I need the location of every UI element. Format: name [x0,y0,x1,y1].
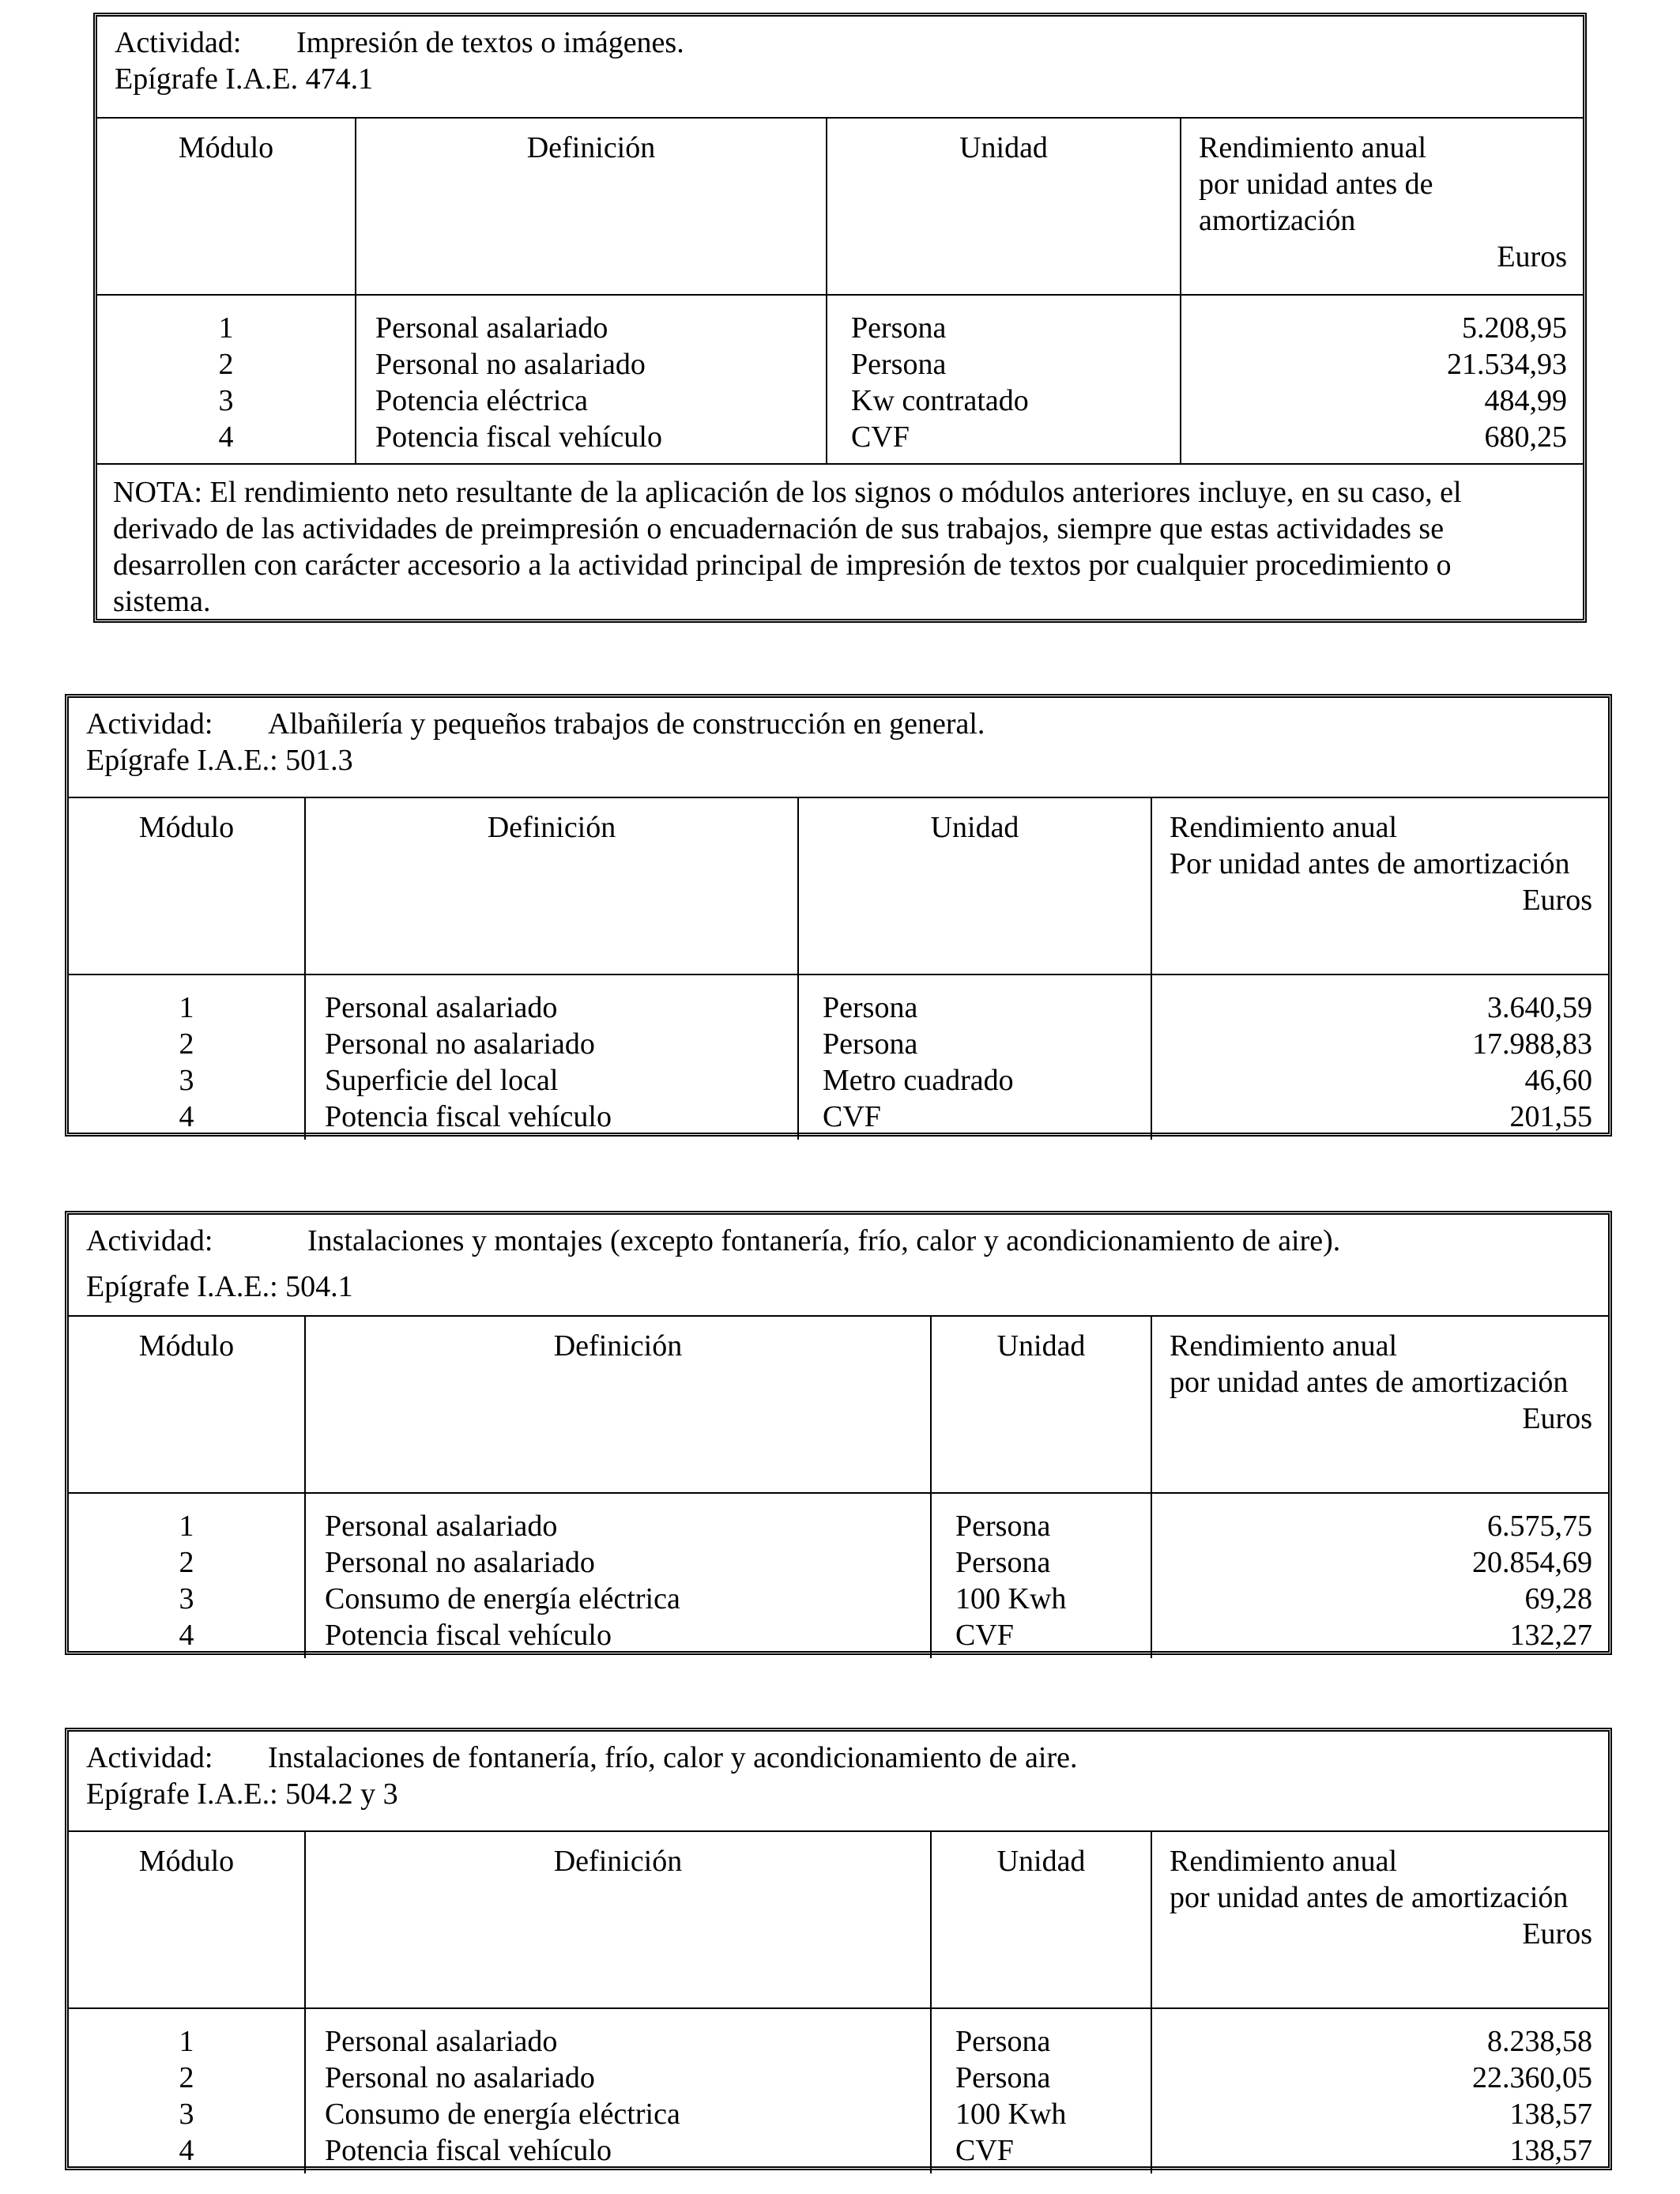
definicion-cell: Personal asalariado [375,311,608,345]
modulo-column [69,1493,305,1658]
col-header-definicion: Definición [305,1831,931,2008]
table-474-1 [93,13,1587,623]
rendimiento-line: Rendimiento anual [1170,1845,1398,1878]
definicion-cell: Personal asalariado [325,1510,558,1543]
unidad-cell: CVF [955,2134,1014,2167]
nota-line: NOTA: El rendimiento neto resultante de la aplicación de los signos o módulos anteriores incluye, en su caso, el [113,476,1462,509]
definicion-column [305,974,798,1140]
modulo-cell: 1 [179,2025,194,2058]
unidad-cell: Persona [823,1027,918,1061]
modulo-cell: 4 [218,420,234,454]
epigrafe: Epígrafe I.A.E.: 501.3 [86,744,353,777]
modulo-column [69,2008,305,2173]
definicion-cell: Potencia fiscal vehículo [325,1100,612,1133]
unidad-column [827,295,1181,464]
valor-cell: 20.854,69 [1472,1546,1592,1579]
modulo-cell: 1 [218,311,234,345]
col-header-rendimiento [1181,118,1583,295]
epigrafe: Epígrafe I.A.E.: 504.1 [86,1270,353,1303]
nota-line: derivado de las actividades de preimpresión o encuadernación de sus trabajos, siempre que estas actividades se [113,512,1445,545]
col-header-rendimiento [1151,1316,1608,1493]
valor-column [1151,1493,1608,1658]
definicion-cell: Personal no asalariado [325,1027,595,1061]
epigrafe: Epígrafe I.A.E. 474.1 [115,62,374,96]
valor-cell: 8.238,58 [1487,2025,1592,2058]
definicion-cell: Consumo de energía eléctrica [325,1582,680,1615]
definicion-cell: Potencia fiscal vehículo [325,1619,612,1652]
actividad-text: Impresión de textos o imágenes. [296,26,684,59]
valor-cell: 6.575,75 [1487,1510,1592,1543]
unidad-cell: Persona [851,311,947,345]
unidad-cell: Persona [955,1546,1051,1579]
rendimiento-line: Rendimiento anual [1199,131,1427,164]
valor-column [1181,295,1583,464]
definicion-cell: Potencia eléctrica [375,384,589,417]
unidad-cell: CVF [823,1100,881,1133]
rendimiento-line: amortización [1199,204,1356,237]
euros-label: Euros [1522,1402,1592,1435]
definicion-column [305,1493,931,1658]
valor-cell: 132,27 [1509,1619,1592,1652]
euros-label: Euros [1522,884,1592,917]
modulo-cell: 3 [179,1064,194,1097]
definicion-cell: Personal asalariado [325,991,558,1024]
valor-cell: 46,60 [1524,1064,1592,1097]
col-header-modulo: Módulo [69,1316,305,1493]
modulo-cell: 4 [179,1619,194,1652]
nota-line: sistema. [113,585,211,618]
table-504-1 [65,1211,1612,1655]
modulo-cell: 2 [179,1546,194,1579]
col-header-unidad: Unidad [931,1316,1151,1493]
euros-label: Euros [1522,1917,1592,1951]
unidad-column [798,974,1151,1140]
modulo-cell: 1 [179,991,194,1024]
col-header-unidad: Unidad [931,1831,1151,2008]
rendimiento-line: por unidad antes de [1199,168,1433,201]
valor-cell: 22.360,05 [1472,2061,1592,2094]
valor-cell: 21.534,93 [1447,348,1567,381]
modulo-cell: 2 [218,348,234,381]
activity-header [69,1215,1608,1316]
valor-cell: 138,57 [1509,2134,1592,2167]
definicion-cell: Personal no asalariado [325,2061,595,2094]
valor-cell: 5.208,95 [1462,311,1567,345]
valor-cell: 17.988,83 [1472,1027,1592,1061]
actividad-text: Instalaciones y montajes (excepto fontanería, frío, calor y acondicionamiento de aire). [307,1224,1341,1257]
activity-header [69,698,1608,797]
nota-line: desarrollen con carácter accesorio a la actividad principal de impresión de textos por cualquier procedimiento o [113,548,1452,582]
unidad-column [931,2008,1151,2173]
unidad-cell: CVF [955,1619,1014,1652]
rendimiento-line: por unidad antes de amortización [1170,1881,1569,1914]
unidad-cell: Persona [955,2061,1051,2094]
modulo-cell: 3 [218,384,234,417]
modulo-column [69,974,305,1140]
modulo-cell: 4 [179,1100,194,1133]
modulo-column [97,295,356,464]
actividad-label: Actividad: [86,1741,213,1774]
col-header-definicion: Definición [305,797,798,974]
col-header-modulo: Módulo [69,797,305,974]
col-header-modulo: Módulo [69,1831,305,2008]
valor-cell: 201,55 [1509,1100,1592,1133]
nota [97,464,1583,631]
definicion-column [356,295,827,464]
valor-column [1151,2008,1608,2173]
valor-column [1151,974,1608,1140]
modulo-cell: 1 [179,1510,194,1543]
modulo-cell: 4 [179,2134,194,2167]
definicion-column [305,2008,931,2173]
unidad-cell: Persona [823,991,918,1024]
unidad-cell: Persona [955,2025,1051,2058]
col-header-definicion: Definición [305,1316,931,1493]
unidad-cell: Persona [851,348,947,381]
modulo-cell: 3 [179,1582,194,1615]
unidad-cell: 100 Kwh [955,2098,1067,2131]
definicion-cell: Consumo de energía eléctrica [325,2098,680,2131]
actividad-label: Actividad: [86,707,213,741]
valor-cell: 138,57 [1509,2098,1592,2131]
activity-header [97,17,1583,118]
actividad-text: Albañilería y pequeños trabajos de construcción en general. [268,707,985,741]
valor-cell: 484,99 [1484,384,1567,417]
rendimiento-line: Por unidad antes de amortización [1170,847,1570,880]
col-header-unidad: Unidad [827,118,1181,295]
modulo-cell: 2 [179,1027,194,1061]
modulo-cell: 2 [179,2061,194,2094]
unidad-cell: Metro cuadrado [823,1064,1014,1097]
rendimiento-line: Rendimiento anual [1170,1329,1398,1363]
unidad-cell: CVF [851,420,910,454]
definicion-cell: Potencia fiscal vehículo [325,2134,612,2167]
unidad-cell: 100 Kwh [955,1582,1067,1615]
modulo-cell: 3 [179,2098,194,2131]
table-504-2-3 [65,1728,1612,2170]
definicion-cell: Superficie del local [325,1064,559,1097]
euros-label: Euros [1497,240,1567,273]
actividad-label: Actividad: [115,26,242,59]
unidad-cell: Persona [955,1510,1051,1543]
definicion-cell: Personal asalariado [325,2025,558,2058]
definicion-cell: Personal no asalariado [325,1546,595,1579]
actividad-label: Actividad: [86,1224,213,1257]
valor-cell: 3.640,59 [1487,991,1592,1024]
col-header-unidad: Unidad [798,797,1151,974]
table-501-3 [65,694,1612,1137]
epigrafe: Epígrafe I.A.E.: 504.2 y 3 [86,1777,398,1811]
col-header-definicion: Definición [356,118,827,295]
unidad-column [931,1493,1151,1658]
activity-header [69,1732,1608,1831]
rendimiento-line: por unidad antes de amortización [1170,1366,1569,1399]
col-header-rendimiento [1151,1831,1608,2008]
valor-cell: 69,28 [1524,1582,1592,1615]
definicion-cell: Potencia fiscal vehículo [375,420,662,454]
rendimiento-line: Rendimiento anual [1170,811,1398,844]
definicion-cell: Personal no asalariado [375,348,646,381]
valor-cell: 680,25 [1484,420,1567,454]
unidad-cell: Kw contratado [851,384,1029,417]
actividad-text: Instalaciones de fontanería, frío, calor y acondicionamiento de aire. [268,1741,1078,1774]
col-header-rendimiento [1151,797,1608,974]
col-header-modulo: Módulo [97,118,356,295]
